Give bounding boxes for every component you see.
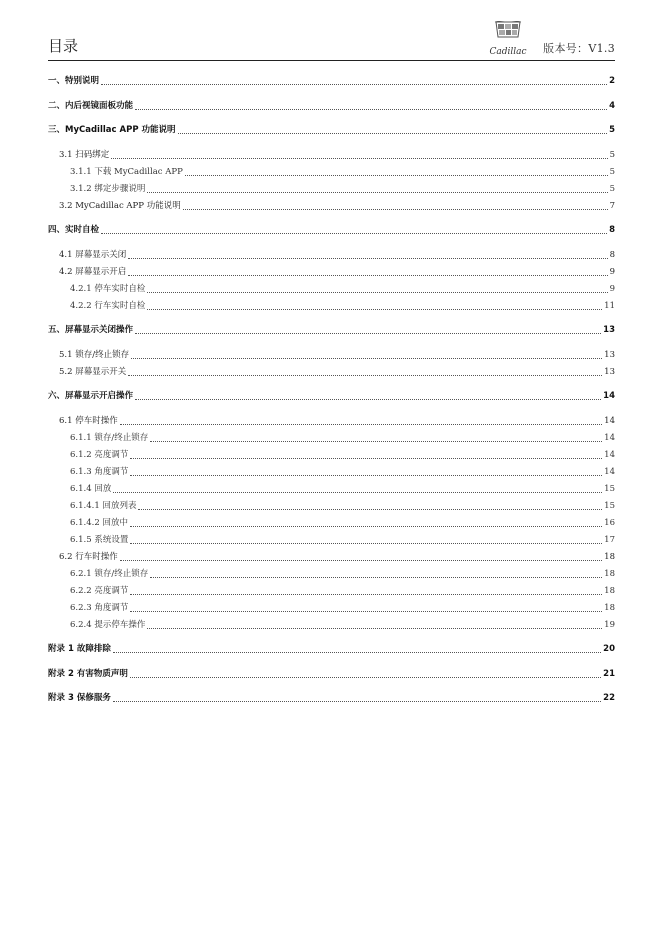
toc-entry-page: 9 (609, 283, 615, 294)
toc-leader-dots (150, 577, 602, 578)
toc-entry[interactable] (48, 550, 615, 563)
toc-entry[interactable] (48, 299, 615, 312)
toc-entry-label: 6.2.3 角度调节 (70, 602, 129, 613)
toc-entry[interactable] (48, 282, 615, 295)
toc-entry-label: 附录 2 有害物质声明 (48, 668, 128, 679)
toc-entry-page: 21 (603, 668, 615, 679)
toc-leader-dots (128, 258, 607, 259)
toc-entry-label: 6.2.1 锁存/终止锁存 (70, 568, 149, 579)
toc-entry-label: 4.2.2 行车实时自检 (70, 300, 146, 311)
brand-wordmark: Cadillac (489, 47, 527, 57)
toc-leader-dots (130, 526, 602, 527)
toc-entry-label: 六、屏幕显示开启操作 (48, 391, 134, 401)
toc-leader-dots (128, 375, 602, 376)
toc-leader-dots (120, 560, 602, 561)
toc-leader-dots (130, 543, 602, 544)
toc-entry-page: 18 (604, 602, 615, 613)
toc-leader-dots (185, 175, 608, 176)
toc-entry-page: 9 (609, 266, 615, 277)
toc-leader-dots (130, 594, 602, 595)
toc-entry-page: 19 (604, 619, 615, 630)
toc-entry[interactable] (48, 348, 615, 361)
toc-entry[interactable] (48, 642, 615, 655)
toc-entry-label: 6.1.5 系统设置 (70, 534, 129, 545)
toc-entry[interactable] (48, 618, 615, 631)
toc-entry-page: 8 (609, 225, 615, 235)
toc-entry[interactable] (48, 414, 615, 427)
toc-entry[interactable] (48, 365, 615, 378)
toc-entry-page: 2 (609, 76, 615, 86)
toc-leader-dots (135, 333, 601, 334)
cadillac-logo (483, 21, 533, 57)
toc-entry-label: 5.1 锁存/终止锁存 (59, 349, 130, 360)
toc-entry[interactable] (48, 182, 615, 195)
toc-entry-page: 5 (609, 125, 615, 135)
toc-entry-page: 18 (604, 585, 615, 596)
toc-leader-dots (130, 611, 602, 612)
toc-leader-dots (135, 399, 601, 400)
toc-entry-label: 6.2.4 提示停车操作 (70, 619, 146, 630)
toc-entry[interactable] (48, 691, 615, 704)
toc-entry-page: 8 (609, 249, 615, 260)
toc-entry[interactable] (48, 99, 615, 112)
toc-entry-page: 18 (604, 551, 615, 562)
toc-entry-label: 4.2.1 停车实时自检 (70, 283, 146, 294)
toc-leader-dots (113, 701, 601, 702)
toc-entry[interactable] (48, 601, 615, 614)
toc-entry[interactable] (48, 148, 615, 161)
toc-entry-label: 一、特别说明 (48, 76, 100, 86)
toc-leader-dots (128, 275, 607, 276)
toc-leader-dots (120, 424, 602, 425)
toc-entry[interactable] (48, 199, 615, 212)
toc-entry-label: 附录 1 故障排除 (48, 644, 111, 654)
toc-leader-dots (101, 233, 607, 234)
toc-entry[interactable] (48, 465, 615, 478)
toc-leader-dots (101, 84, 607, 85)
toc-entry-page: 15 (604, 500, 615, 511)
toc-entry-label: 四、实时自检 (48, 225, 100, 235)
toc-leader-dots (130, 677, 601, 678)
toc-entry[interactable] (48, 482, 615, 495)
toc-leader-dots (135, 109, 607, 110)
toc-entry[interactable] (48, 165, 615, 178)
toc-entry-page: 14 (603, 391, 615, 401)
toc-entry-page: 4 (609, 100, 615, 111)
toc-leader-dots (111, 158, 607, 159)
toc-entry[interactable] (48, 516, 615, 529)
toc-entry-label: 3.2 MyCadillac APP 功能说明 (59, 200, 181, 211)
toc-leader-dots (147, 628, 602, 629)
toc-leader-dots (147, 309, 602, 310)
toc-entry-label: 附录 3 保修服务 (48, 693, 111, 703)
toc-entry-label: 6.1.4.1 回放列表 (70, 500, 137, 511)
toc-entry-page: 13 (603, 325, 615, 335)
toc-entry-page: 15 (604, 483, 615, 494)
toc-entry-page: 16 (604, 517, 615, 528)
toc-entry-page: 5 (609, 149, 615, 160)
toc-leader-dots (113, 652, 601, 653)
toc-leader-dots (138, 509, 602, 510)
toc-entry[interactable] (48, 323, 615, 336)
page-header (48, 20, 615, 61)
toc-entry-page: 14 (604, 449, 615, 460)
toc-entry-page: 5 (609, 183, 615, 194)
toc-entry-label: 3.1 扫码绑定 (59, 149, 110, 160)
toc-entry[interactable] (48, 567, 615, 580)
toc-entry[interactable] (48, 667, 615, 680)
toc-entry-page: 7 (609, 200, 615, 211)
toc-entry-page: 20 (603, 644, 615, 654)
toc-entry-label: 6.2.2 亮度调节 (70, 585, 129, 596)
toc-entry[interactable] (48, 248, 615, 261)
toc-entry[interactable] (48, 123, 615, 136)
toc-entry[interactable] (48, 389, 615, 402)
toc-entry-page: 14 (604, 415, 615, 426)
toc-entry[interactable] (48, 223, 615, 236)
toc-entry-page: 5 (609, 166, 615, 177)
toc-entry-page: 18 (604, 568, 615, 579)
toc-entry-page: 17 (604, 534, 615, 545)
cadillac-crest-icon (494, 21, 522, 40)
toc-entry-label: 三、MyCadillac APP 功能说明 (48, 125, 176, 135)
toc-entry-page: 13 (604, 366, 615, 377)
toc-entry-label: 3.1.1 下载 MyCadillac APP (70, 166, 183, 177)
toc-leader-dots (113, 492, 602, 493)
toc-leader-dots (130, 475, 602, 476)
version-label: 版本号：V1.3 (543, 42, 615, 55)
toc-entry-page: 13 (604, 349, 615, 360)
toc-entry-page: 11 (604, 300, 615, 311)
toc-entry[interactable] (48, 74, 615, 87)
toc-entry-page: 22 (603, 693, 615, 703)
toc-entry-label: 6.1.4 回放 (70, 483, 112, 494)
toc-entry[interactable] (48, 448, 615, 461)
toc-entry-label: 6.1 停车时操作 (59, 415, 118, 426)
toc-entry-label: 6.1.2 亮度调节 (70, 449, 129, 460)
toc-entry[interactable] (48, 265, 615, 278)
toc-entry[interactable] (48, 533, 615, 546)
toc-entry-label: 5.2 屏幕显示开关 (59, 366, 127, 377)
toc-entry-label: 6.2 行车时操作 (59, 551, 118, 562)
toc-leader-dots (147, 192, 607, 193)
toc-entry-label: 6.1.1 锁存/终止锁存 (70, 432, 149, 443)
page-title: 目录 (48, 37, 79, 55)
toc-entry-label: 五、屏幕显示关闭操作 (48, 325, 134, 335)
toc-leader-dots (150, 441, 602, 442)
toc-entry-label: 3.1.2 绑定步骤说明 (70, 183, 146, 194)
toc-leader-dots (131, 358, 602, 359)
toc-leader-dots (147, 292, 607, 293)
toc-entry[interactable] (48, 499, 615, 512)
toc-entry-page: 14 (604, 432, 615, 443)
toc-leader-dots (178, 133, 608, 134)
toc-entry[interactable] (48, 584, 615, 597)
toc-entry-label: 4.1 屏幕显示关闭 (59, 249, 127, 260)
toc-entry[interactable] (48, 431, 615, 444)
toc-entry-label: 4.2 屏幕显示开启 (59, 266, 127, 277)
toc-entry-label: 二、内后视镜面板功能 (48, 100, 134, 111)
toc-entry-page: 14 (604, 466, 615, 477)
toc-leader-dots (183, 209, 608, 210)
toc-entry-label: 6.1.4.2 回放中 (70, 517, 128, 528)
toc-entry-label: 6.1.3 角度调节 (70, 466, 129, 477)
toc-leader-dots (130, 458, 602, 459)
